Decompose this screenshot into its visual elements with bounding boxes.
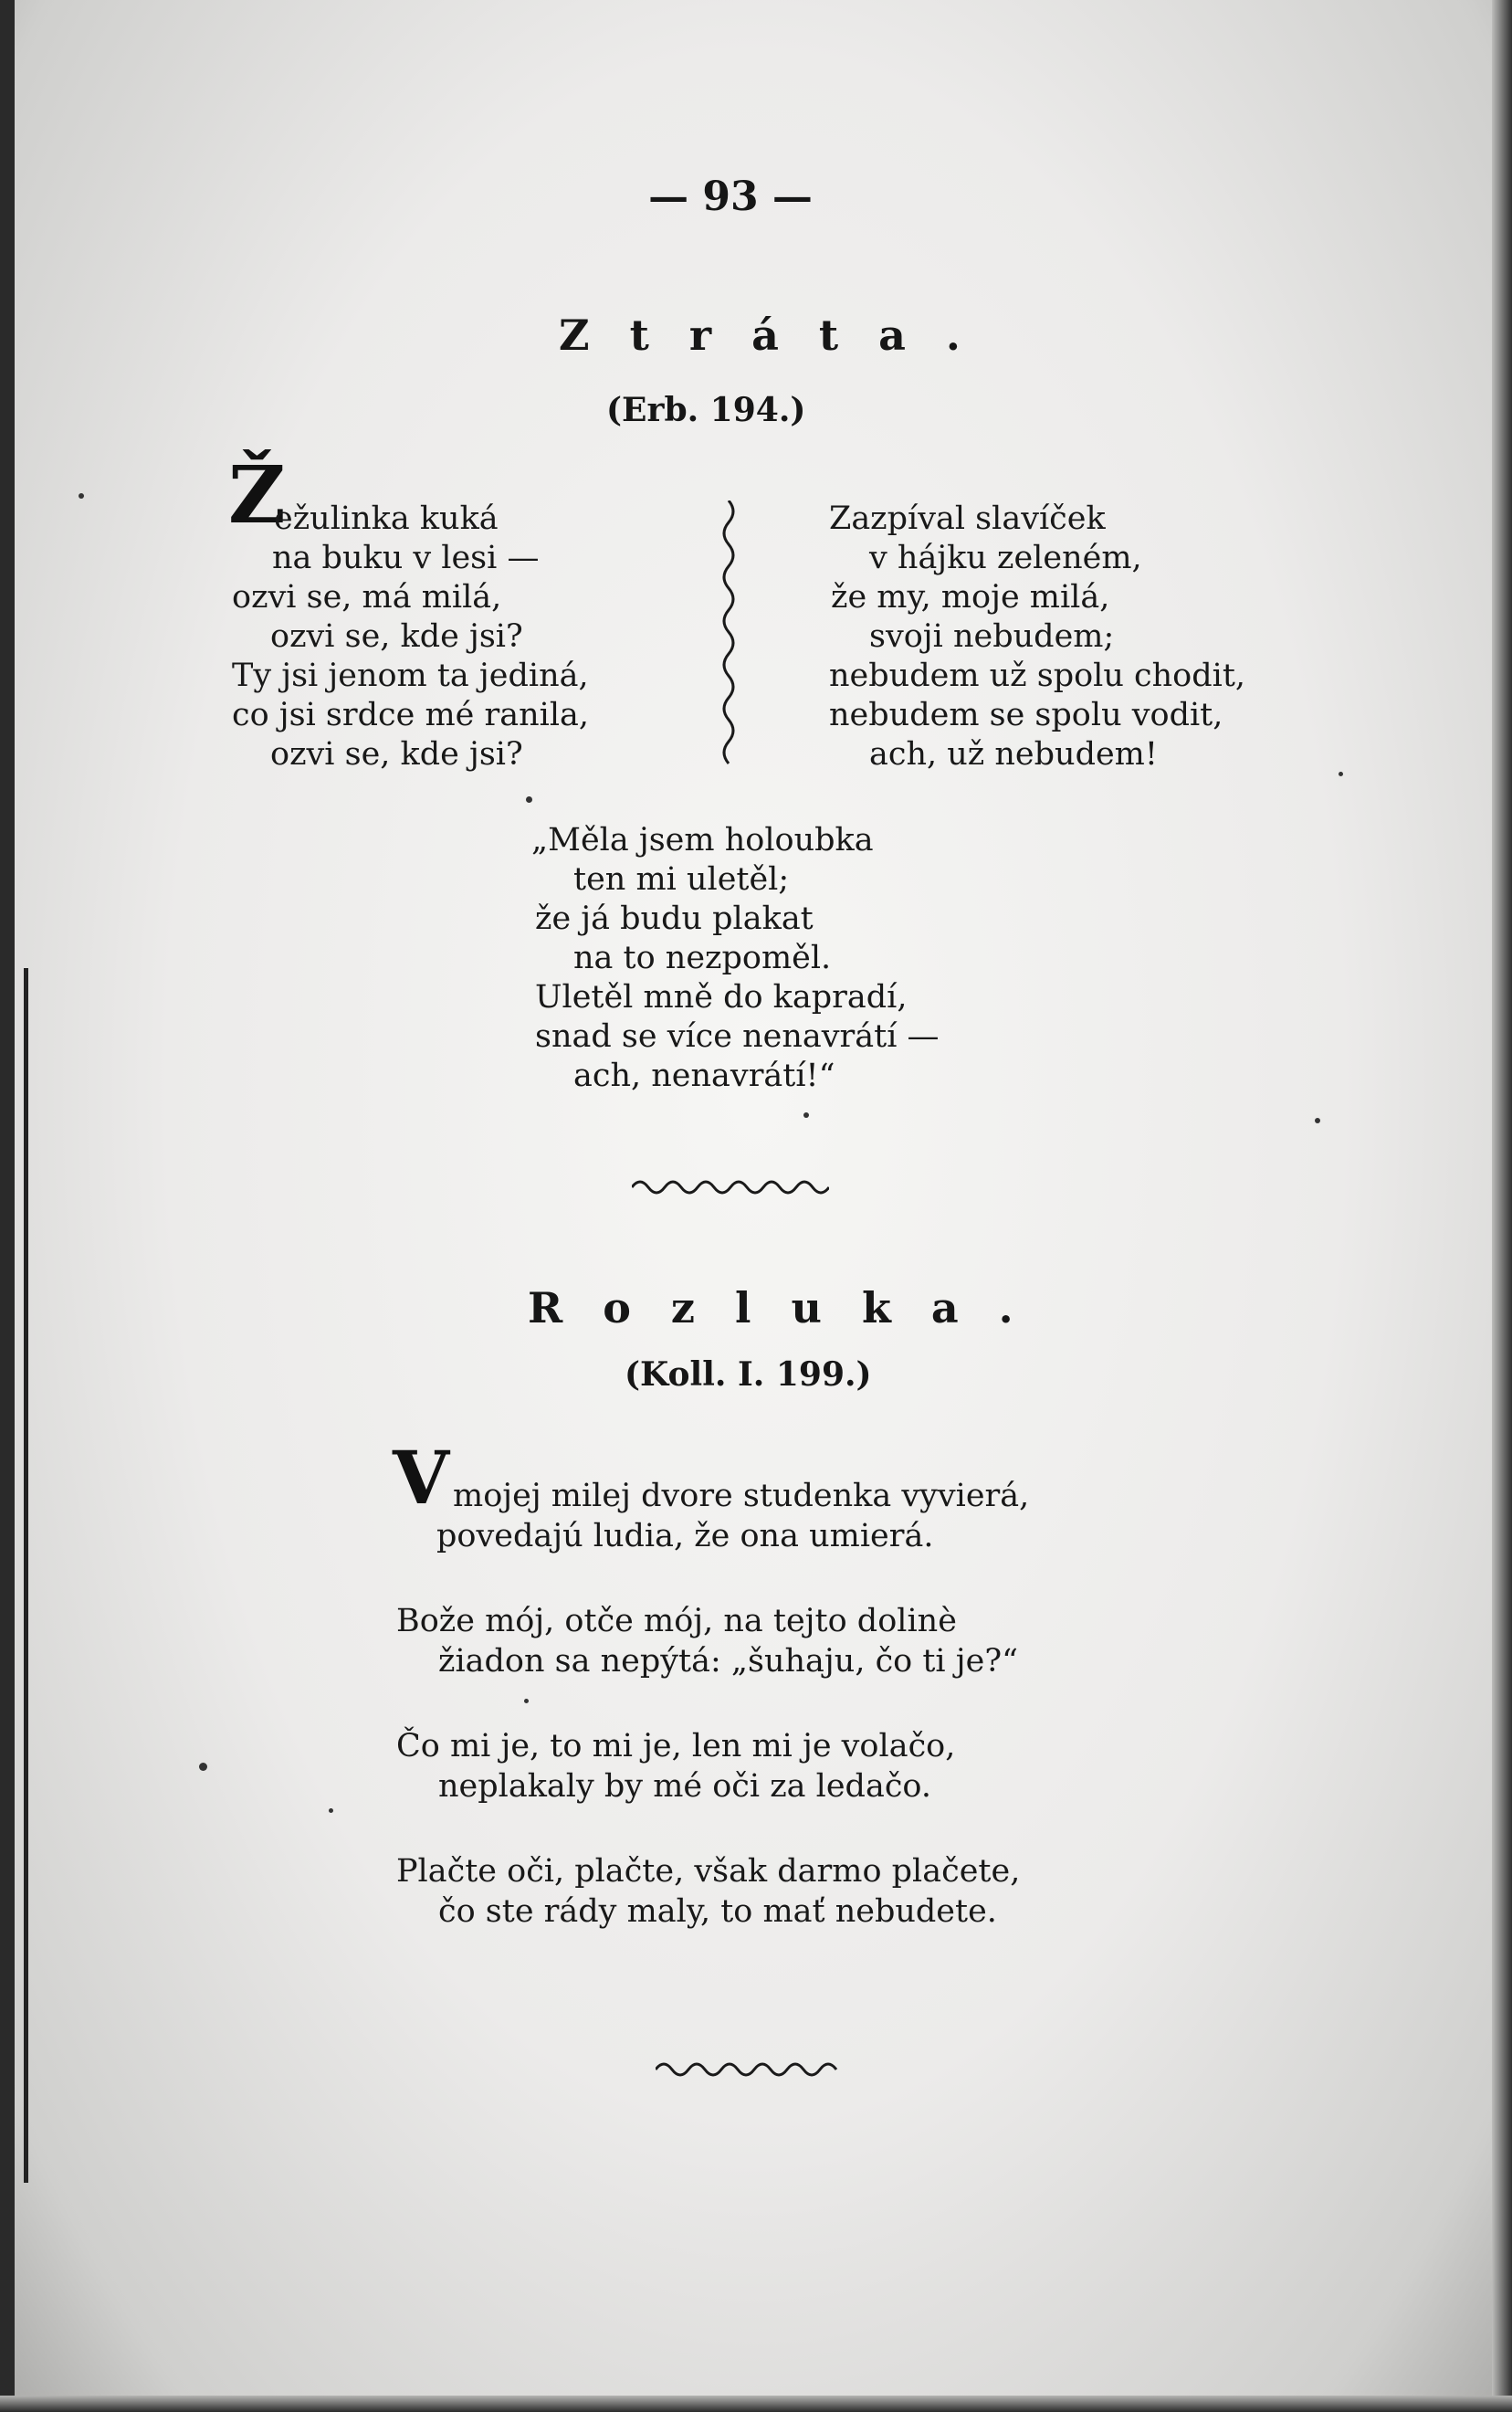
verse-line: ach, nenavrátí!“ <box>573 1058 835 1094</box>
scan-speck <box>524 1699 529 1703</box>
verse-line: čo ste rády maly, to mať nebudete. <box>438 1893 997 1930</box>
verse-line: ach, už nebudem! <box>869 736 1158 773</box>
wavy-ornament-icon <box>632 1176 829 1195</box>
verse-line: že my, moje milá, <box>831 579 1110 616</box>
poem-source-ztrata: (Erb. 194.) <box>606 391 806 429</box>
verse-line: ten mi uletěl; <box>573 861 790 898</box>
page-number: — 93 — <box>648 174 813 220</box>
verse-line: ozvi se, má milá, <box>232 579 502 616</box>
verse-line: v hájku zeleném, <box>869 540 1142 576</box>
verse-line: Ty jsi jenom ta jediná, <box>232 658 589 694</box>
verse-line: ozvi se, kde jsi? <box>270 736 523 773</box>
verse-line: snad se více nenavrátí — <box>535 1018 940 1055</box>
verse-line: nebudem se spolu vodit, <box>829 697 1223 733</box>
verse-line: „Měla jsem holoubka <box>531 822 874 858</box>
drop-cap-v: V <box>393 1435 450 1521</box>
verse-line: na to nezpoměl. <box>573 940 832 976</box>
verse-line: povedajú ludia, že ona umierá. <box>436 1518 934 1554</box>
poem-title-rozluka: Rozluka. <box>528 1283 1054 1332</box>
poem-source-rozluka: (Koll. I. 199.) <box>625 1355 872 1394</box>
page-left-edge <box>0 0 15 2412</box>
verse-line: Bože mój, otče mój, na tejto dolinè <box>396 1603 957 1639</box>
wavy-divider-icon <box>718 500 740 774</box>
verse-line: svoji nebudem; <box>869 618 1115 655</box>
page-right-edge <box>1492 0 1512 2412</box>
verse-line: neplakaly by mé oči za ledačo. <box>438 1768 932 1805</box>
scan-speck <box>526 796 532 803</box>
verse-line: Zazpíval slavíček <box>829 500 1106 537</box>
verse-line: nebudem už spolu chodit, <box>829 658 1246 694</box>
wavy-ornament-icon <box>656 2059 838 2077</box>
verse-line: Plačte oči, plačte, však darmo plačete, <box>396 1853 1021 1890</box>
verse-line: Uletěl mně do kapradí, <box>535 979 908 1016</box>
scan-speck <box>199 1763 207 1771</box>
scan-speck <box>329 1808 333 1813</box>
scan-speck <box>79 493 84 499</box>
verse-line: Čo mi je, to mi je, len mi je volačo, <box>396 1728 956 1764</box>
scan-speck <box>1315 1118 1320 1123</box>
verse-line: že já budu plakat <box>535 901 814 937</box>
verse-line: žiadon sa nepýtá: „šuhaju, čo ti je?“ <box>438 1643 1018 1680</box>
verse-line: ozvi se, kde jsi? <box>270 618 523 655</box>
poem-title-ztrata: Ztráta. <box>559 311 1001 360</box>
scan-speck <box>1339 772 1343 776</box>
scan-speck <box>803 1112 809 1118</box>
verse-line: na buku v lesi — <box>272 540 540 576</box>
page-bottom-edge <box>0 2396 1512 2412</box>
drop-cap-z: Ž <box>228 449 286 542</box>
verse-line: co jsi srdce mé ranila, <box>232 697 590 733</box>
verse-line: ežulinka kuká <box>274 500 499 537</box>
verse-line: mojej milej dvore studenka vyvierá, <box>453 1478 1030 1514</box>
page-binding-line <box>24 968 28 2183</box>
